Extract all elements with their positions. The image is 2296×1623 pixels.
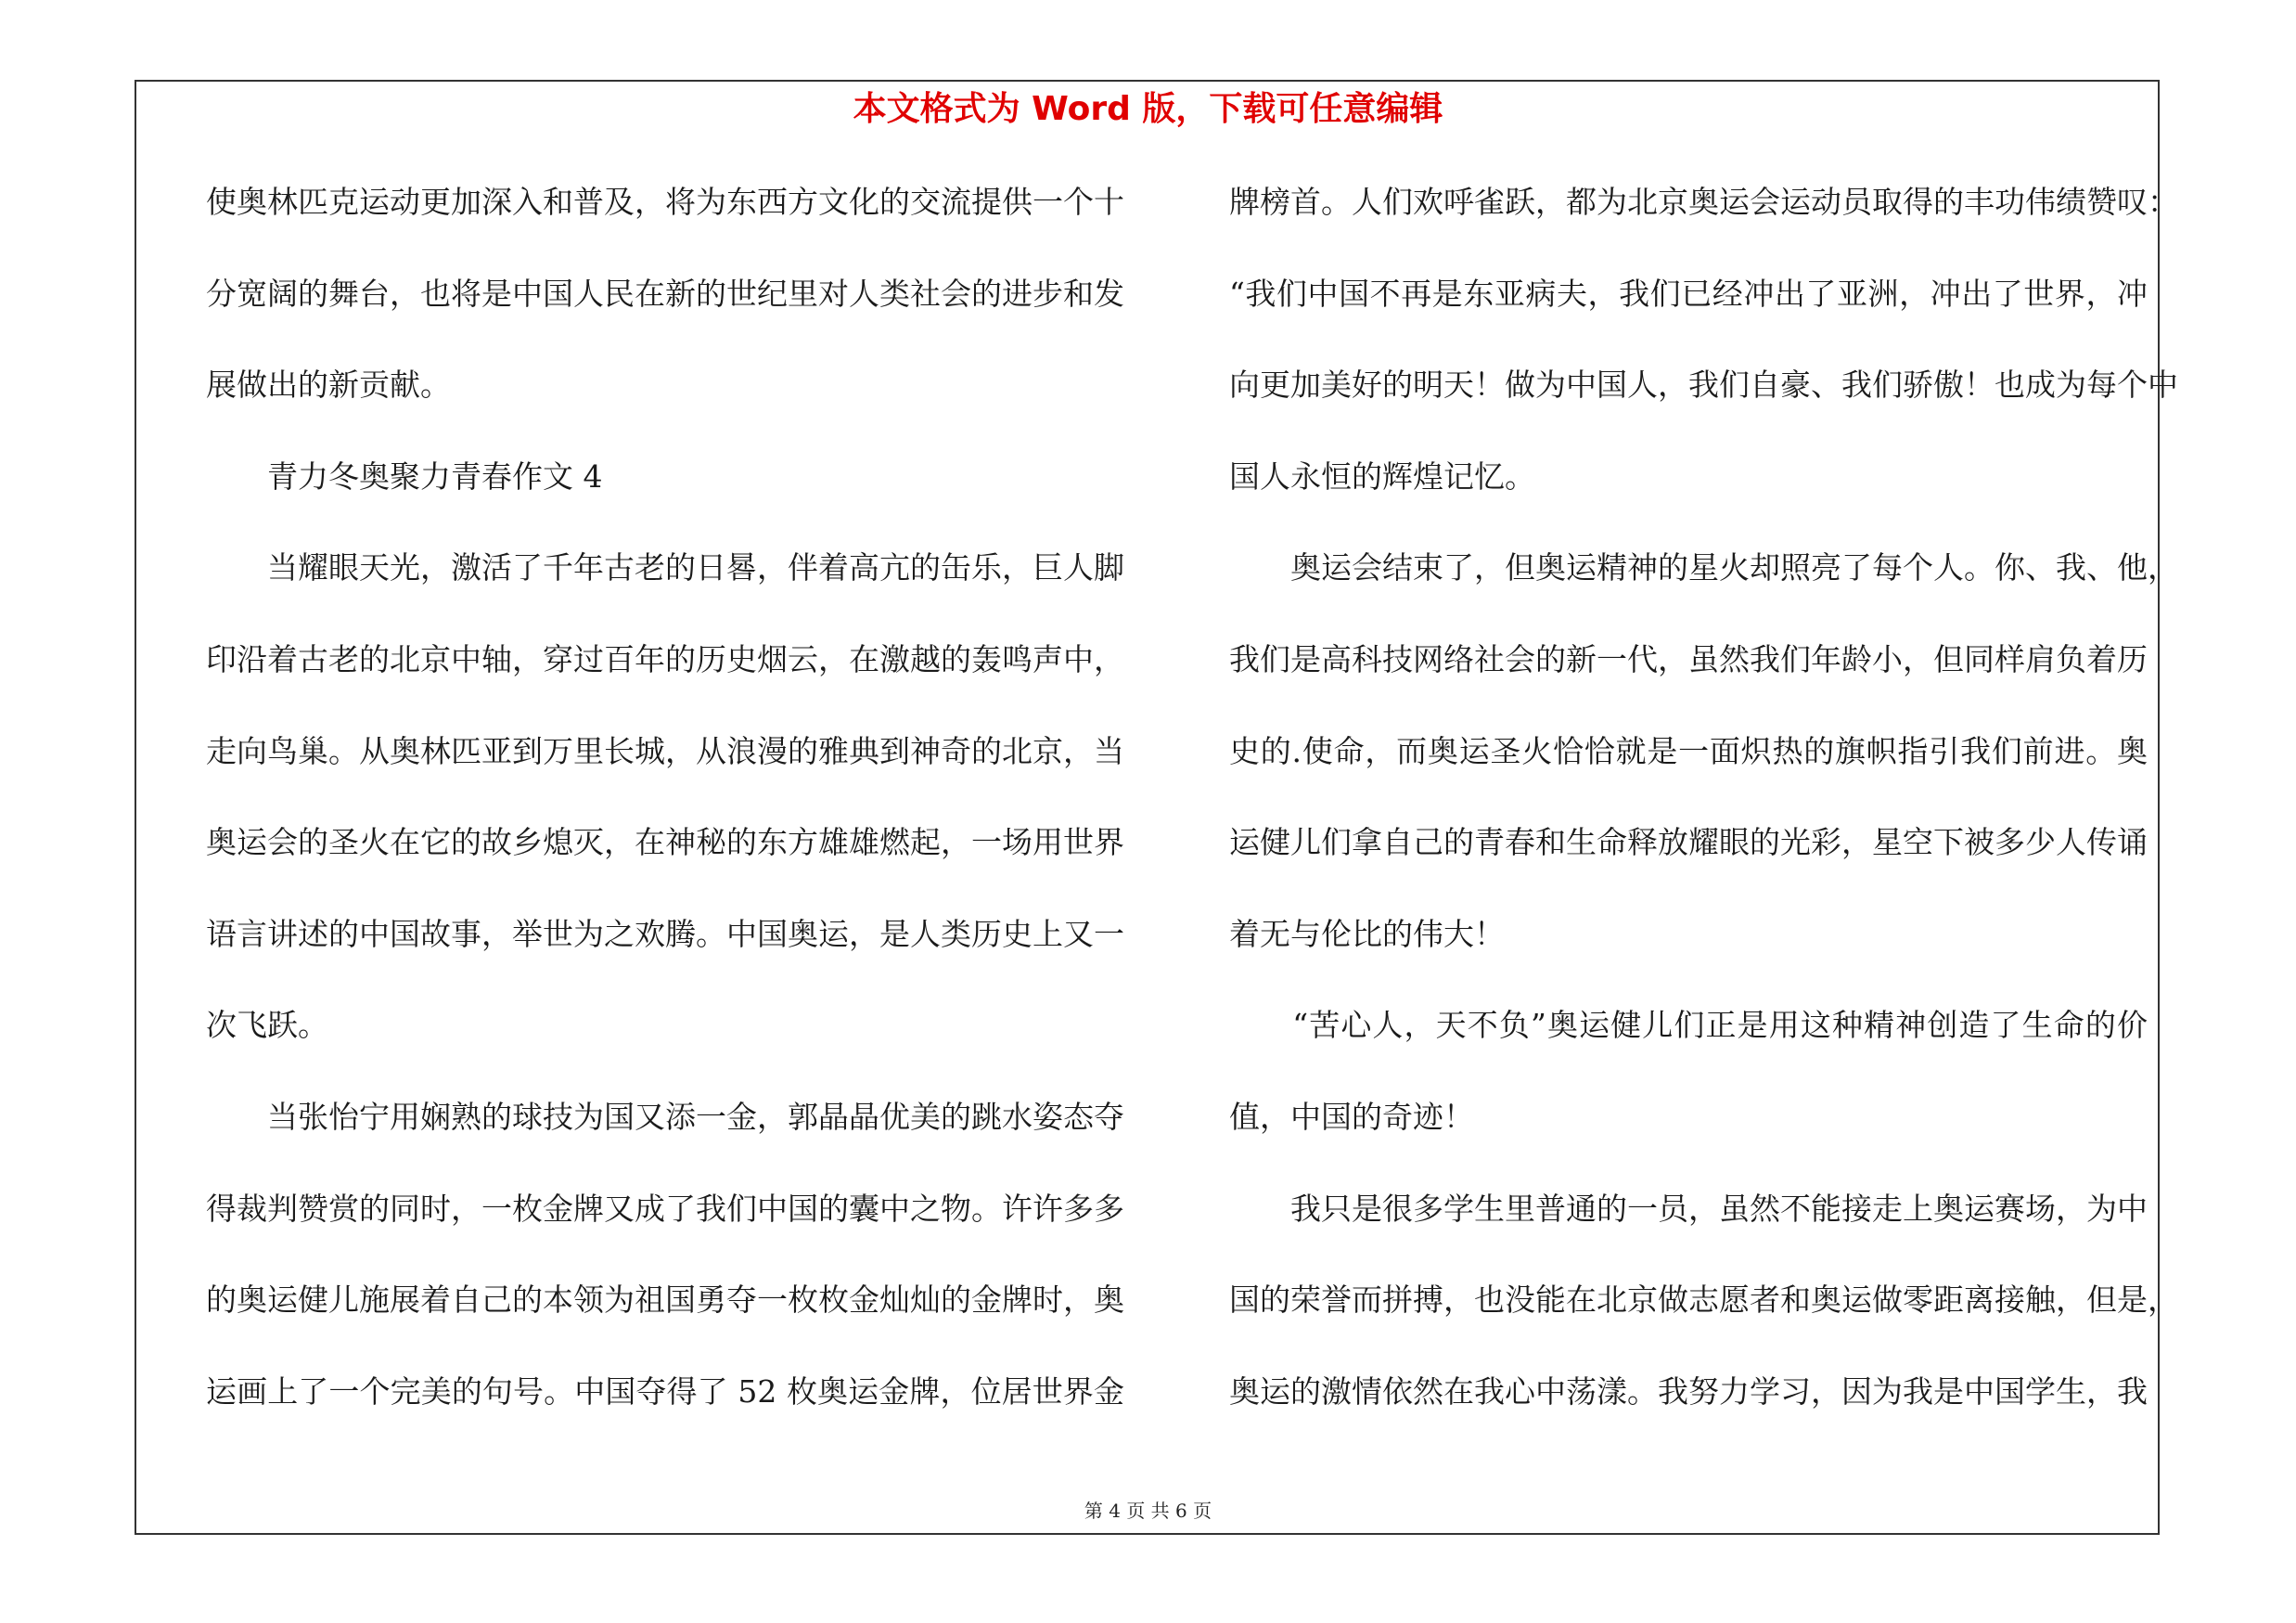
- text-line: 分宽阔的舞台，也将是中国人民在新的世纪里对人类社会的进步和发: [206, 275, 1124, 312]
- text-line: 得裁判赞赏的同时，一枚金牌又成了我们中国的囊中之物。许许多多: [206, 1190, 1124, 1227]
- text-line: 国人永恒的辉煌记忆。: [1229, 457, 1535, 495]
- text-line: 走向鸟巢。从奥林匹亚到万里长城，从浪漫的雅典到神奇的北京，当: [206, 732, 1124, 769]
- text-line: 我们是高科技网络社会的新一代，虽然我们年龄小，但同样肩负着历: [1229, 640, 2148, 677]
- page-number-footer: 第 4 页 共 6 页: [1084, 1500, 1212, 1522]
- text-line: 着无与伦比的伟大！: [1229, 915, 1505, 952]
- text-line: 向更加美好的明天！做为中国人，我们自豪、我们骄傲！也成为每个中: [1229, 367, 2178, 404]
- text-line: 运画上了一个完美的句号。中国夺得了 52 枚奥运金牌，位居世界金: [206, 1372, 1124, 1410]
- text-line: 奥运的激情依然在我心中荡漾。我努力学习，因为我是中国学生，我: [1229, 1372, 2148, 1410]
- text-line: 史的.使命，而奥运圣火恰恰就是一面炽热的旗帜指引我们前进。奥: [1229, 732, 2148, 769]
- text-line: 次飞跃。: [206, 1007, 328, 1044]
- format-banner: 本文格式为 Word 版，下载可任意编辑: [853, 90, 1443, 128]
- text-line: 值，中国的奇迹！: [1229, 1098, 1474, 1135]
- text-line: “我们中国不再是东亚病夫，我们已经冲出了亚洲，冲出了世界，冲: [1229, 275, 2148, 312]
- text-line: 语言讲述的中国故事，举世为之欢腾。中国奥运，是人类历史上又一: [206, 915, 1124, 952]
- text-line: 我只是很多学生里普通的一员，虽然不能接走上奥运赛场，为中: [1229, 1190, 2148, 1227]
- text-line: 印沿着古老的北京中轴，穿过百年的历史烟云，在激越的轰鸣声中，: [206, 640, 1124, 677]
- text-line: 当张怡宁用娴熟的球技为国又添一金，郭晶晶优美的跳水姿态夺: [206, 1098, 1124, 1135]
- text-line: 奥运会结束了，但奥运精神的星火却照亮了每个人。你、我、他，: [1229, 549, 2178, 586]
- text-line: 的奥运健儿施展着自己的本领为祖国勇夺一枚枚金灿灿的金牌时，奥: [206, 1282, 1124, 1319]
- text-line: 使奥林匹克运动更加深入和普及，将为东西方文化的交流提供一个十: [206, 184, 1124, 220]
- left-column: [206, 182, 1124, 1462]
- text-line: 牌榜首。人们欢呼雀跃，都为北京奥运会运动员取得的丰功伟绩赞叹：: [1229, 184, 2178, 220]
- text-line: 国的荣誉而拼搏，也没能在北京做志愿者和奥运做零距离接触，但是，: [1229, 1282, 2178, 1319]
- text-line: 奥运会的圣火在它的故乡熄灭，在神秘的东方雄雄燃起，一场用世界: [206, 824, 1124, 861]
- text-line: 展做出的新贡献。: [206, 367, 451, 404]
- right-column: [1229, 182, 2178, 1462]
- text-line: 当耀眼天光，激活了千年古老的日晷，伴着高亢的缶乐，巨人脚: [206, 549, 1124, 586]
- text-line: 运健儿们拿自己的青春和生命释放耀眼的光彩，星空下被多少人传诵: [1229, 824, 2148, 861]
- text-line: 青力冬奥聚力青春作文 4: [206, 457, 603, 495]
- text-line: “苦心人，天不负”奥运健儿们正是用这种精神创造了生命的价: [1229, 1007, 2148, 1044]
